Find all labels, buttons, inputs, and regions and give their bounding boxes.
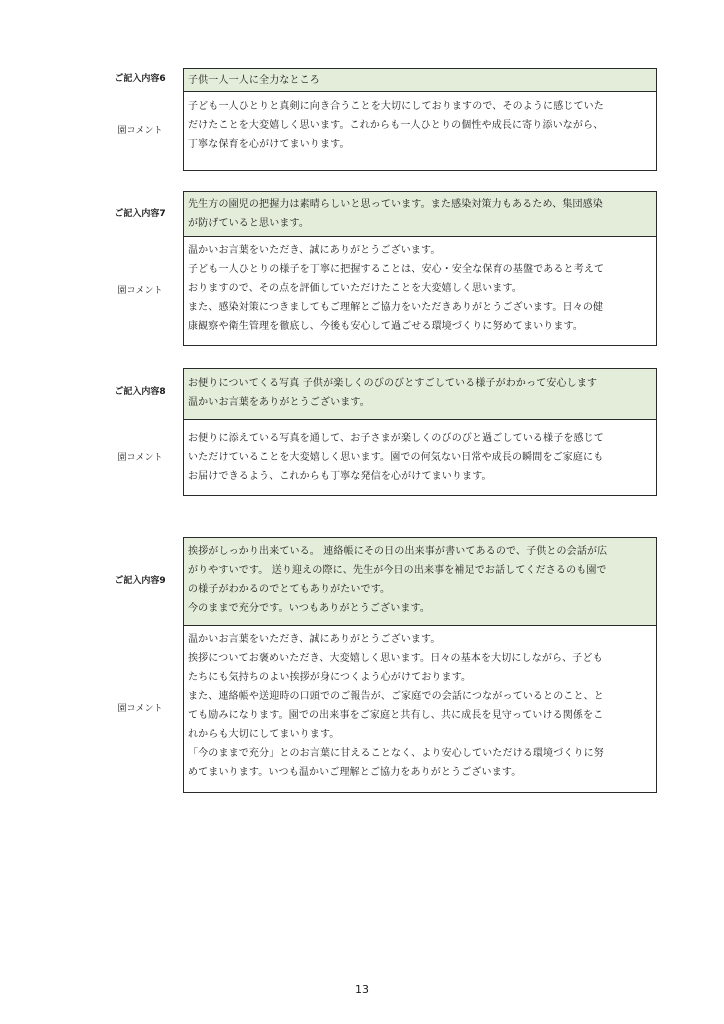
comment-line: だけたことを大変嬉しく思います。これからも一人ひとりの個性や成長に寄り添いながら、 (188, 120, 604, 131)
entry-label: ご記入内容7 (114, 209, 166, 219)
comment-line: お便りに添えている写真を通して、お子さまが楽しくのびのびと過ごしている様子を感じて (188, 433, 604, 444)
entry-line: が防げていると思います。 (188, 218, 309, 229)
comment-line: めてまいります。いつも温かいご理解とご協力をありがとうございます。 (188, 767, 522, 778)
entry-line: 挨拶がしっかり出来ている。 連絡帳にその日の出来事が書いてあるので、子供との会話が広 (188, 546, 608, 557)
comment-label: 園コメント (117, 704, 163, 714)
comment-line: 「今のままで充分」とのお言葉に甘えることなく、より安心していただける環境づくりに努 (188, 748, 604, 759)
comment-label: 園コメント (117, 126, 163, 136)
entry-line: 子供一人一人に全力なところ (188, 75, 320, 86)
comment-line: れからも大切にしてまいります。 (188, 729, 340, 740)
entry-box (183, 537, 657, 626)
comment-label: 園コメント (117, 286, 163, 296)
entry-label: ご記入内容9 (114, 576, 166, 586)
entry-box (183, 191, 657, 237)
entry-box (183, 68, 657, 92)
comment-line: おりますので、その点を評価していただけたことを大変嬉しく思います。 (188, 283, 522, 294)
entry-box (183, 368, 657, 420)
entry-label: ご記入内容6 (114, 74, 166, 84)
entry-label: ご記入内容8 (114, 387, 166, 397)
entry-line: の様子がわかるのでとてもありがたいです。 (188, 584, 391, 595)
comment-line: 温かいお言葉をいただき、誠にありがとうございます。 (188, 634, 441, 645)
comment-line: 挨拶についてお褒めいただき、大変嬉しく思います。日々の基本を大切にしながら、子ども (188, 653, 603, 664)
comment-line: お届けできるよう、これからも丁寧な発信を心がけてまいります。 (188, 471, 492, 482)
comment-line: 康観察や衛生管理を徹底し、今後も安心して過ごせる環境づくりに努めてまいります。 (188, 321, 584, 332)
page-number: 13 (355, 983, 369, 996)
comment-line: また、感染対策につきましてもご理解とご協力をいただきありがとうございます。日々の健 (188, 302, 604, 313)
comment-line: 温かいお言葉をいただき、誠にありがとうございます。 (188, 245, 441, 256)
entry-line: がりやすいです。 送り迎えの際に、先生が今日の出来事を補足でお話してくださるのも園で (188, 565, 607, 576)
comment-label: 園コメント (117, 453, 163, 463)
entry-line: 先生方の園児の把握力は素晴らしいと思っています。また感染対策力もあるため、集団感染 (188, 199, 603, 210)
comment-line: また、連絡帳や送迎時の口頭でのご報告が、ご家庭での会話につながっているとのこと、と (188, 691, 604, 702)
comment-box (183, 91, 657, 171)
comment-line: ても励みになります。園での出来事をご家庭と共有し、共に成長を見守っていける関係をこ (188, 710, 604, 721)
entry-line: お便りについてくる写真 子供が楽しくのびのびとすごしている様子がわかって安心します (188, 378, 598, 389)
comment-box (183, 419, 657, 496)
comment-box (183, 236, 657, 346)
comment-line: 子ども一人ひとりの様子を丁寧に把握することは、安心・安全な保育の基盤であると考えて (188, 264, 605, 275)
comment-line: たちにも気持ちのよい挨拶が身につくよう心がけております。 (188, 672, 472, 683)
entry-line: 今のままで充分です。いつもありがとうございます。 (188, 603, 430, 614)
entry-line: 温かいお言葉をありがとうございます。 (188, 397, 370, 408)
comment-line: 子ども一人ひとりと真剣に向き合うことを大切にしておりますので、そのように感じていた (188, 101, 604, 112)
comment-box (183, 625, 657, 793)
comment-line: いただけていることを大変嬉しく思います。園での何気ない日常や成長の瞬間をご家庭にも (188, 452, 604, 463)
comment-line: 丁寧な保育を心がけてまいります。 (188, 139, 350, 150)
